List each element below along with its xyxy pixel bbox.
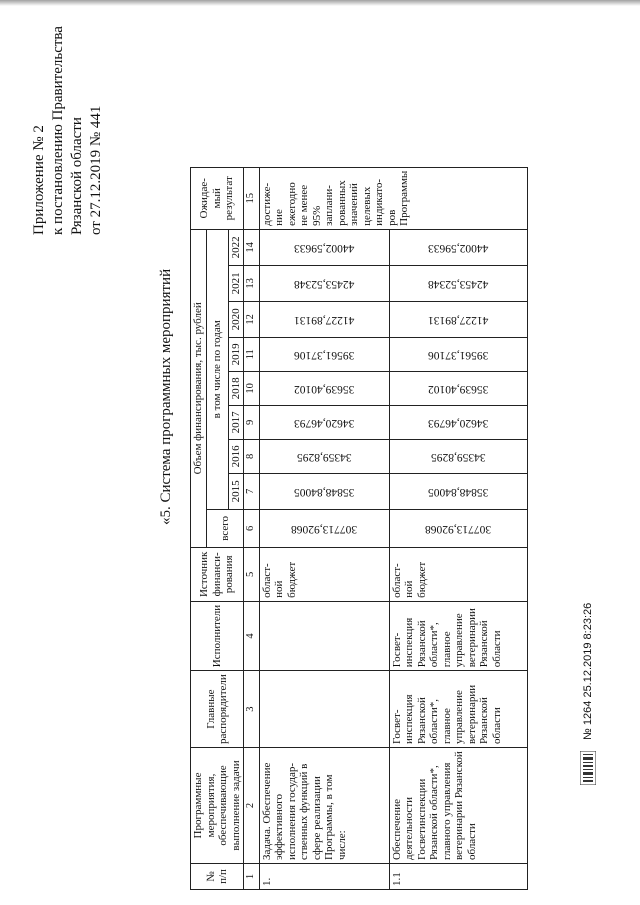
index-cell: 9 [244, 405, 260, 439]
row-year-value: 34620,46793 [427, 416, 489, 429]
row-year-cell [259, 371, 389, 405]
col-total-header: всего [206, 509, 244, 547]
appendix-header [30, 15, 106, 235]
row-year-cell [389, 337, 527, 371]
index-cell: 15 [244, 167, 260, 229]
row-result: достиже-ние ежегодно не менее 95% заплани-рованных значений целевых индикато-ров Программы [259, 167, 527, 229]
index-cell: 5 [244, 547, 260, 601]
table-row [259, 167, 389, 889]
col-managers-header: Главные распорядители [191, 671, 244, 748]
row-total [259, 509, 389, 547]
row-year-value: 34620,46793 [293, 416, 355, 429]
row-num: 1.1 [389, 864, 527, 890]
row-year-value: 39561,37106 [427, 348, 489, 361]
row-year-value: 42453,52348 [427, 277, 489, 290]
row-year-value: 35848,84005 [293, 485, 355, 498]
row-year-value: 35639,40102 [427, 382, 489, 395]
year-header: 2019 [228, 337, 244, 371]
index-cell: 3 [244, 671, 260, 748]
row-total [389, 509, 527, 547]
stamp-text: № 1264 25.12.2019 8:23:26 [581, 602, 594, 740]
col-funding-header: Объем финансирования, тыс. рублей [191, 229, 207, 547]
row-year-cell [389, 301, 527, 337]
year-header: 2018 [228, 371, 244, 405]
barcode-logo-icon [580, 751, 596, 785]
row-year-value: 35639,40102 [293, 382, 355, 395]
row-year-cell [389, 405, 527, 439]
region-name: Рязанской области [69, 117, 85, 235]
row-year-value: 42453,52348 [293, 277, 355, 290]
row-manager: Госвет-инспекция Рязанской области*, главное управление ветеринарии Рязанской области [389, 671, 527, 748]
year-header: 2021 [228, 265, 244, 301]
index-cell: 14 [244, 229, 260, 265]
row-year-cell [259, 301, 389, 337]
index-cell: 1 [244, 864, 260, 890]
row-total-value: 307713,92068 [424, 522, 492, 535]
row-year-cell [259, 439, 389, 473]
row-year-cell [389, 371, 527, 405]
col-executors-header: Исполнители [191, 601, 244, 670]
index-cell: 7 [244, 473, 260, 509]
row-year-value: 35848,84005 [427, 485, 489, 498]
row-year-cell [389, 229, 527, 265]
index-cell: 13 [244, 265, 260, 301]
row-year-cell [259, 473, 389, 509]
row-year-cell [259, 337, 389, 371]
row-manager [259, 671, 389, 748]
row-executor [259, 601, 389, 670]
row-year-cell [389, 473, 527, 509]
row-year-value: 41227,89131 [427, 313, 489, 326]
year-header: 2017 [228, 405, 244, 439]
section-title: «5. Система программных мероприятий [158, 268, 174, 525]
row-year-cell [389, 265, 527, 301]
year-header: 2016 [228, 439, 244, 473]
col-result-header: Ожидае-мый результат [191, 167, 244, 229]
col-num-header: № п/п [191, 864, 244, 890]
row-year-value: 34359,8295 [430, 450, 486, 463]
row-year-cell [259, 405, 389, 439]
row-source: област-ной бюджет [259, 547, 389, 601]
row-executor: Госвет-инспекция Рязанской области*, главное управление ветеринарии Рязанской области [389, 601, 527, 670]
row-year-value: 44002,59633 [427, 241, 489, 254]
row-year-value: 34359,8295 [296, 450, 352, 463]
header-row-1 [191, 167, 207, 889]
index-cell: 10 [244, 371, 260, 405]
row-year-cell [259, 229, 389, 265]
row-year-cell [259, 265, 389, 301]
row-measure: Задача. Обеспечение эффективного исполнения государ-ственных функций в сфере реализации Программы, в том числе: [259, 748, 389, 864]
index-cell: 4 [244, 601, 260, 670]
row-measure: Обеспечение деятельности Госветинспекции Рязанской области*, главного управления ветеринарии Рязанской области [389, 748, 527, 864]
col-years-header: в том числе по годам [206, 229, 228, 509]
index-row [244, 167, 260, 889]
row-year-value: 41227,89131 [293, 313, 355, 326]
row-num: 1. [259, 864, 389, 890]
registration-stamp [580, 603, 596, 785]
col-measures-header: Программные мероприятия, обеспечивающие выполнение задачи [191, 748, 244, 864]
table-row [389, 167, 527, 889]
row-total-value: 307713,92068 [290, 522, 358, 535]
row-source: област-ной бюджет [389, 547, 527, 601]
year-header: 2015 [228, 473, 244, 509]
row-year-value: 44002,59633 [293, 241, 355, 254]
resolution-ref: к постановлению Правительства [50, 26, 66, 235]
appendix-number: Приложение № 2 [31, 125, 47, 235]
index-cell: 11 [244, 337, 260, 371]
resolution-date: от 27.12.2019 № 441 [88, 105, 104, 235]
row-year-cell [389, 439, 527, 473]
year-header: 2022 [228, 229, 244, 265]
col-source-header: Источник финанси-рования [191, 547, 244, 601]
row-year-value: 39561,37106 [293, 348, 355, 361]
program-table [190, 167, 528, 890]
year-header: 2020 [228, 301, 244, 337]
index-cell: 8 [244, 439, 260, 473]
index-cell: 2 [244, 748, 260, 864]
index-cell: 12 [244, 301, 260, 337]
index-cell: 6 [244, 509, 260, 547]
